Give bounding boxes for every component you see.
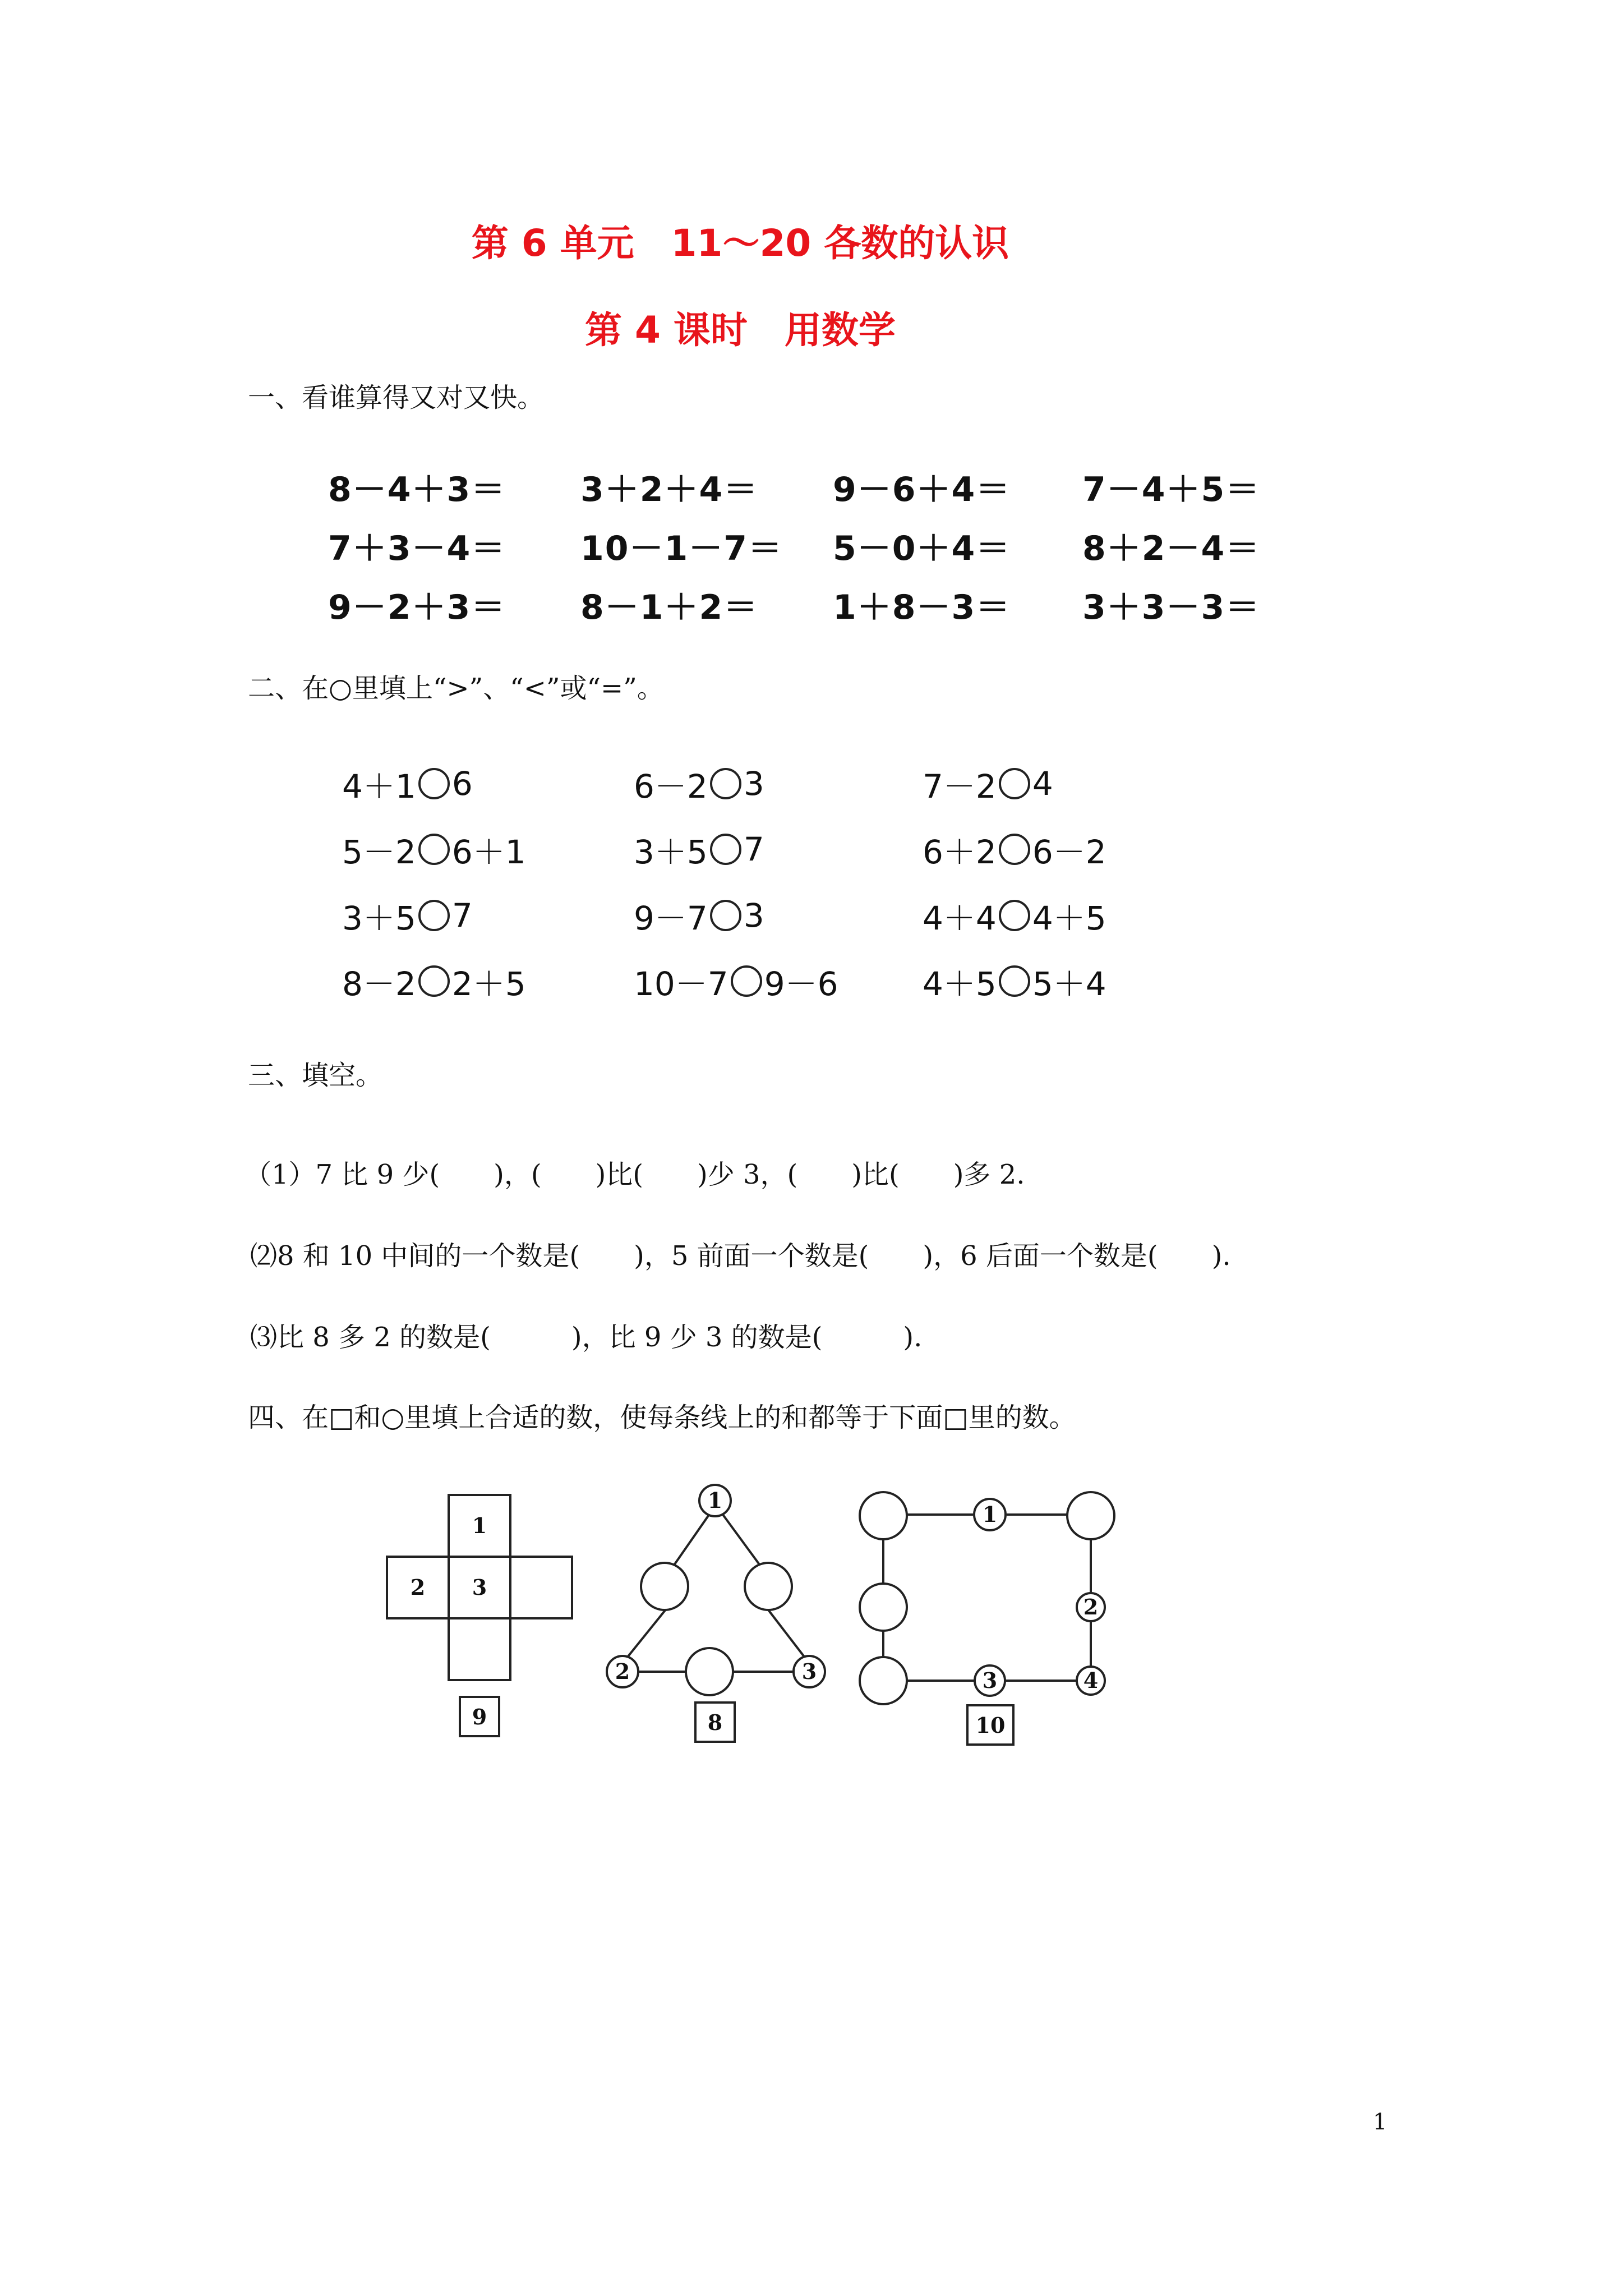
triangle-right-circle[interactable]	[745, 1563, 792, 1610]
answer-circle[interactable]	[418, 834, 450, 865]
compare-left: 8－2	[342, 965, 416, 1003]
answer-circle[interactable]	[418, 768, 450, 799]
compare-left: 4＋5	[923, 965, 997, 1003]
calc-item: 1＋8－3＝	[833, 588, 1011, 627]
calc-item: 3＋2＋4＝	[580, 470, 759, 509]
page-number: 1	[1373, 2109, 1387, 2135]
calc-item: 3＋3－3＝	[1082, 588, 1261, 627]
compare-left: 9－7	[634, 899, 708, 937]
square-target-value: 10	[975, 1713, 1006, 1738]
compare-right: 6	[451, 765, 473, 803]
answer-circle[interactable]	[999, 768, 1030, 799]
compare-right: 5＋4	[1032, 965, 1106, 1003]
compare-right: 7	[451, 896, 473, 935]
triangle-bottom-circle[interactable]	[686, 1648, 733, 1695]
square-left-middle-circle[interactable]	[860, 1584, 907, 1631]
answer-circle[interactable]	[999, 900, 1030, 931]
compare-item	[923, 760, 1053, 807]
calc-item: 7－4＋5＝	[1082, 470, 1261, 509]
calc-item: 7＋3－4＝	[328, 529, 506, 568]
calc-item: 8－1＋2＝	[580, 588, 759, 627]
compare-item	[634, 958, 838, 1005]
compare-left: 10－7	[634, 965, 728, 1003]
compare-left: 6－2	[634, 767, 708, 806]
triangle-diagram	[597, 1481, 833, 1745]
answer-circle[interactable]	[710, 834, 741, 865]
answer-circle[interactable]	[418, 965, 450, 997]
triangle-target-value: 8	[707, 1710, 723, 1735]
answer-circle[interactable]	[710, 900, 741, 931]
section3-heading: 三、填空。	[248, 1060, 383, 1091]
square-bottom-left-circle[interactable]	[860, 1657, 907, 1704]
triangle-top-value: 1	[707, 1488, 723, 1513]
compare-item	[923, 826, 1106, 873]
cross-bottom-box[interactable]	[449, 1618, 510, 1680]
compare-right: 4＋5	[1032, 899, 1106, 937]
compare-right: 2＋5	[451, 965, 526, 1003]
square-right-middle-value: 2	[1083, 1594, 1099, 1619]
cross-top-value: 1	[472, 1513, 487, 1538]
calc-item: 8－4＋3＝	[328, 470, 506, 509]
answer-circle[interactable]	[731, 965, 762, 997]
square-top-left-circle[interactable]	[860, 1492, 907, 1539]
square-diagram	[858, 1481, 1116, 1747]
compare-item	[342, 760, 473, 807]
page-subtitle: 第 4 课时 用数学	[585, 309, 896, 352]
compare-item	[634, 892, 764, 939]
compare-item	[923, 958, 1106, 1005]
compare-item	[342, 892, 473, 939]
calc-item: 10－1－7＝	[580, 529, 783, 568]
cross-center-value: 3	[472, 1575, 487, 1600]
calc-item: 5－0＋4＝	[833, 529, 1011, 568]
calc-item: 8＋2－4＝	[1082, 529, 1261, 568]
fill-item-3: ⑶比 8 多 2 的数是( )，比 9 少 3 的数是( ).	[250, 1322, 923, 1353]
square-bottom-middle-value: 3	[982, 1668, 998, 1693]
page-title: 第 6 单元 11～20 各数的认识	[471, 222, 1009, 265]
cross-diagram	[387, 1492, 572, 1750]
compare-right: 3	[743, 896, 764, 935]
fill-item-2: ⑵8 和 10 中间的一个数是( )，5 前面一个数是( )，6 后面一个数是( ).	[250, 1240, 1231, 1272]
square-bottom-right-value: 4	[1083, 1668, 1099, 1693]
compare-item	[342, 958, 526, 1005]
cross-left-value: 2	[410, 1575, 426, 1600]
compare-item	[634, 826, 764, 873]
calc-item: 9－6＋4＝	[833, 470, 1011, 509]
answer-circle[interactable]	[418, 900, 450, 931]
compare-left: 3＋5	[342, 899, 416, 937]
compare-right: 9－6	[764, 965, 838, 1003]
answer-circle[interactable]	[710, 768, 741, 799]
triangle-bottom-left-value: 2	[615, 1659, 630, 1684]
compare-left: 6＋2	[923, 833, 997, 871]
compare-left: 4＋4	[923, 899, 997, 937]
compare-right: 6－2	[1032, 833, 1106, 871]
compare-item	[342, 826, 526, 873]
compare-item	[634, 760, 764, 807]
triangle-left-circle[interactable]	[641, 1563, 688, 1610]
compare-right: 7	[743, 830, 764, 868]
section2-heading: 二、在○里填上“>”、“<”或“=”。	[248, 673, 664, 704]
compare-right: 6＋1	[451, 833, 526, 871]
compare-left: 7－2	[923, 767, 997, 806]
answer-circle[interactable]	[999, 965, 1030, 997]
square-top-middle-value: 1	[982, 1502, 998, 1527]
square-top-right-circle[interactable]	[1067, 1492, 1114, 1539]
cross-target-value: 9	[472, 1704, 487, 1729]
section1-heading: 一、看谁算得又对又快。	[248, 382, 545, 413]
cross-right-box[interactable]	[510, 1557, 572, 1618]
fill-item-1: （1）7 比 9 少( )，( )比( )少 3，( )比( )多 2.	[245, 1159, 1025, 1190]
answer-circle[interactable]	[999, 834, 1030, 865]
compare-left: 5－2	[342, 833, 416, 871]
compare-right: 4	[1032, 765, 1053, 803]
calc-item: 9－2＋3＝	[328, 588, 506, 627]
compare-right: 3	[743, 765, 764, 803]
section4-heading: 四、在□和○里填上合适的数，使每条线上的和都等于下面□里的数。	[248, 1402, 1076, 1433]
compare-item	[923, 892, 1106, 939]
triangle-bottom-right-value: 3	[801, 1659, 817, 1684]
compare-left: 4＋1	[342, 767, 416, 806]
compare-left: 3＋5	[634, 833, 708, 871]
